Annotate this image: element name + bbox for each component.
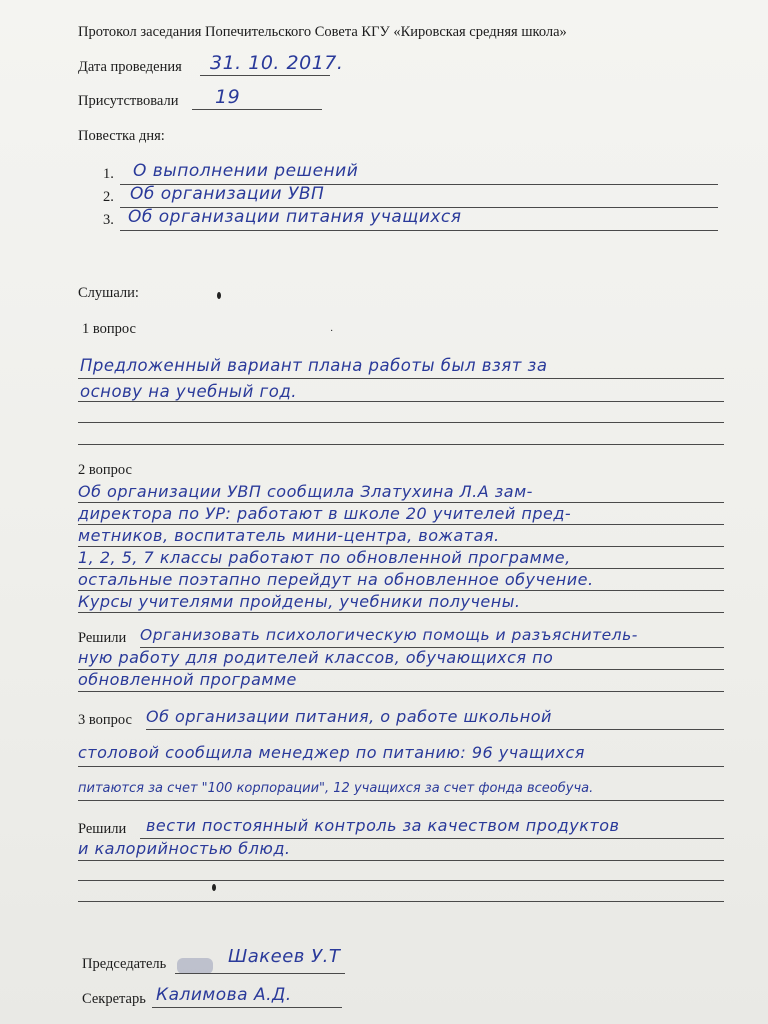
question-2-line-1: Об организации УВП сообщила Златухина Л.А зам- (78, 482, 533, 501)
ink-dot (217, 292, 221, 299)
secretary-value: Калимова А.Д. (156, 985, 292, 1005)
question-3-label: 3 вопрос (78, 712, 132, 728)
rule-q1-3 (78, 422, 724, 423)
question-3-line-1: Об организации питания, о работе школьной (146, 707, 552, 726)
agenda-item-1-text: О выполнении решений (133, 161, 359, 181)
rule-q2-6 (78, 612, 724, 613)
agenda-label: Повестка дня: (78, 128, 165, 144)
question-1-line-1: Предложенный вариант плана работы был взят за (80, 356, 548, 375)
question-2-label: 2 вопрос (78, 462, 132, 478)
date-label: Дата проведения (78, 59, 182, 75)
chair-underline (175, 973, 345, 974)
rule-d2-3 (78, 691, 724, 692)
question-3-line-2: столовой сообщила менеджер по питанию: 96 учащихся (78, 743, 585, 762)
heard-label: Слушали: (78, 285, 139, 301)
question-2-line-2: директора по УР: работают в школе 20 учителей пред- (78, 504, 572, 523)
ink-dot-2 (212, 884, 216, 891)
question-3-line-3: питаются за счет "100 корпорации", 12 учащихся за счет фонда всеобуча. (78, 781, 594, 796)
rule-d3-3 (78, 880, 724, 881)
question-2-line-3: метников, воспитатель мини-центра, вожатая. (78, 526, 500, 545)
decided-2-line-3: обновленной программе (78, 670, 297, 689)
agenda-item-3-text: Об организации питания учащихся (128, 207, 462, 227)
rule-q1-2 (78, 401, 724, 402)
chair-signature-mark (177, 958, 213, 974)
agenda-line-3 (120, 230, 718, 231)
rule-d3-4 (78, 901, 724, 902)
attendees-label: Присутствовали (78, 93, 179, 109)
rule-q3-3 (78, 800, 724, 801)
rule-d3-2 (78, 860, 724, 861)
rule-q1-1 (78, 378, 724, 379)
decided-2-label: Решили (78, 630, 127, 646)
question-1-line-2: основу на учебный год. (80, 382, 297, 401)
date-value: 31. 10. 2017. (210, 52, 344, 74)
document-title: Протокол заседания Попечительского Совета КГУ «Кировская средняя школа» (78, 24, 567, 40)
ink-speck: · (330, 326, 334, 337)
decided-3-line-1: вести постоянный контроль за качеством продуктов (146, 816, 620, 835)
question-2-line-5: остальные поэтапно перейдут на обновленное обучение. (78, 570, 594, 589)
date-underline (200, 75, 330, 76)
secretary-underline (152, 1007, 342, 1008)
decided-3-line-2: и калорийностью блюд. (78, 839, 291, 858)
agenda-item-1-num: 1. (103, 166, 114, 182)
attendees-underline (192, 109, 322, 110)
chair-value: Шакеев У.Т (228, 946, 341, 967)
agenda-item-2-num: 2. (103, 189, 114, 205)
secretary-label: Секретарь (82, 991, 146, 1007)
question-2-line-4: 1, 2, 5, 7 классы работают по обновленной программе, (78, 548, 571, 567)
decided-2-line-2: ную работу для родителей классов, обучающихся по (78, 648, 554, 667)
decided-3-label: Решили (78, 821, 127, 837)
rule-q3-1 (146, 729, 724, 730)
agenda-item-2-text: Об организации УВП (130, 184, 325, 204)
agenda-item-3-num: 3. (103, 212, 114, 228)
attendees-value: 19 (215, 86, 241, 108)
chair-label: Председатель (82, 956, 167, 972)
rule-q1-4 (78, 444, 724, 445)
decided-2-line-1: Организовать психологическую помощь и разъяснитель- (140, 626, 638, 644)
question-2-line-6: Курсы учителями пройдены, учебники получены. (78, 592, 521, 611)
rule-q3-2 (78, 766, 724, 767)
question-1-label: 1 вопрос (82, 321, 136, 337)
